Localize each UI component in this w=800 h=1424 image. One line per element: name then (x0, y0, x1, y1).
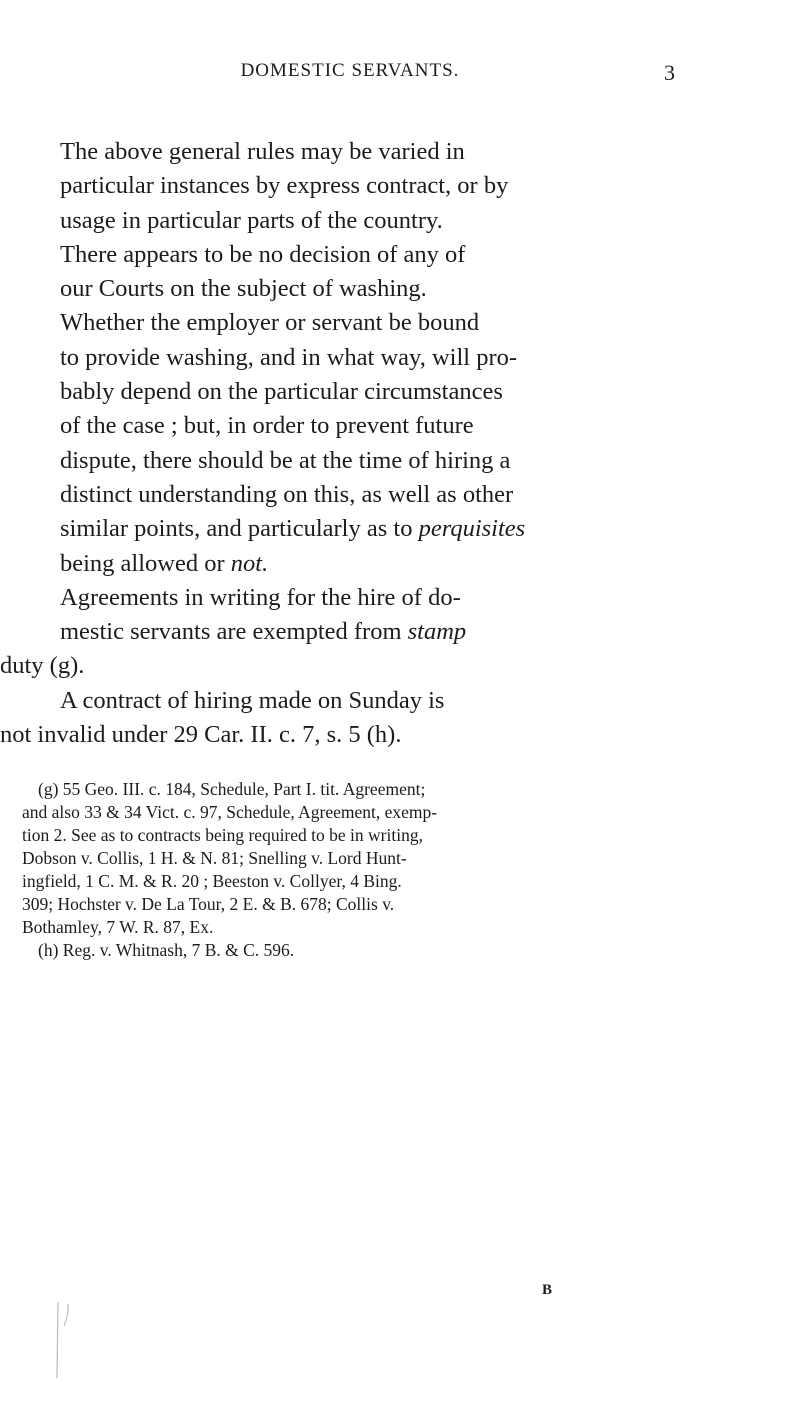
body-text (0, 135, 670, 752)
page-number: 3 (664, 60, 676, 85)
text-line: to provide washing, and in what way, will pro- (60, 343, 518, 371)
italic-term-not: not. (230, 549, 269, 577)
italic-term-stamp: stamp (407, 618, 467, 646)
footnote-line: ingfield, 1 C. M. & R. 20 ; Beeston v. Collyer, 4 Bing. (22, 871, 402, 892)
text-run: mestic servants are exempted from (60, 618, 408, 646)
text-line: Whether the employer or servant be bound (60, 309, 480, 337)
text-line: not invalid under 29 Car. II. c. 7, s. 5 (h). (0, 721, 402, 749)
text-line: A contract of hiring made on Sunday is (60, 686, 445, 714)
footnote-line: 309; Hochster v. De La Tour, 2 E. & B. 678; Collis v. (22, 894, 395, 915)
text-line: bably depend on the particular circumstances (60, 378, 503, 406)
text-line (30, 547, 670, 581)
footnote-line: (h) Reg. v. Whitnash, 7 B. & C. 596. (38, 940, 295, 961)
paragraph-5 (0, 684, 670, 753)
text-run: being allowed or (60, 549, 231, 577)
text-line: dispute, there should be at the time of hiring a (60, 446, 511, 474)
text-line: distinct understanding on this, as well as other (60, 480, 514, 508)
text-line: usage in particular parts of the country. (60, 206, 443, 234)
footnote-h (30, 939, 670, 962)
paragraph-4 (0, 581, 670, 684)
footnote-line: tion 2. See as to contracts being required to be in writing, (22, 825, 423, 846)
footnote-line: (g) 55 Geo. III. c. 184, Schedule, Part I. tit. Agreement; (38, 779, 426, 800)
handwritten-mark-icon (54, 1300, 74, 1380)
running-title: DOMESTIC SERVANTS. (240, 60, 460, 81)
text-line: There appears to be no decision of any of (60, 240, 466, 268)
footnote-line: and also 33 & 34 Vict. c. 97, Schedule, Agreement, exemp- (22, 802, 438, 823)
footnote-g (22, 778, 670, 939)
text-line: particular instances by express contract, or by (60, 172, 509, 200)
paragraph-1 (30, 135, 670, 238)
book-page (0, 40, 676, 962)
footnote-line: Bothamley, 7 W. R. 87, Ex. (22, 917, 214, 938)
footnotes (22, 778, 670, 962)
text-line: duty (g). (0, 652, 85, 680)
text-line (30, 512, 670, 546)
text-line (30, 615, 670, 649)
paragraph-2 (30, 238, 670, 307)
running-head (30, 40, 676, 85)
paragraph-3 (30, 306, 670, 580)
italic-term-perquisites: perquisites (418, 515, 526, 543)
footnote-line: Dobson v. Collis, 1 H. & N. 81; Snelling v. Lord Hunt- (22, 848, 407, 869)
signature-mark: B (542, 1282, 553, 1298)
text-line: Agreements in writing for the hire of do- (60, 583, 461, 611)
text-line: of the case ; but, in order to prevent future (60, 412, 474, 440)
text-line: The above general rules may be varied in (60, 138, 465, 165)
text-run: similar points, and particularly as to (60, 515, 419, 543)
text-line: our Courts on the subject of washing. (60, 275, 427, 303)
